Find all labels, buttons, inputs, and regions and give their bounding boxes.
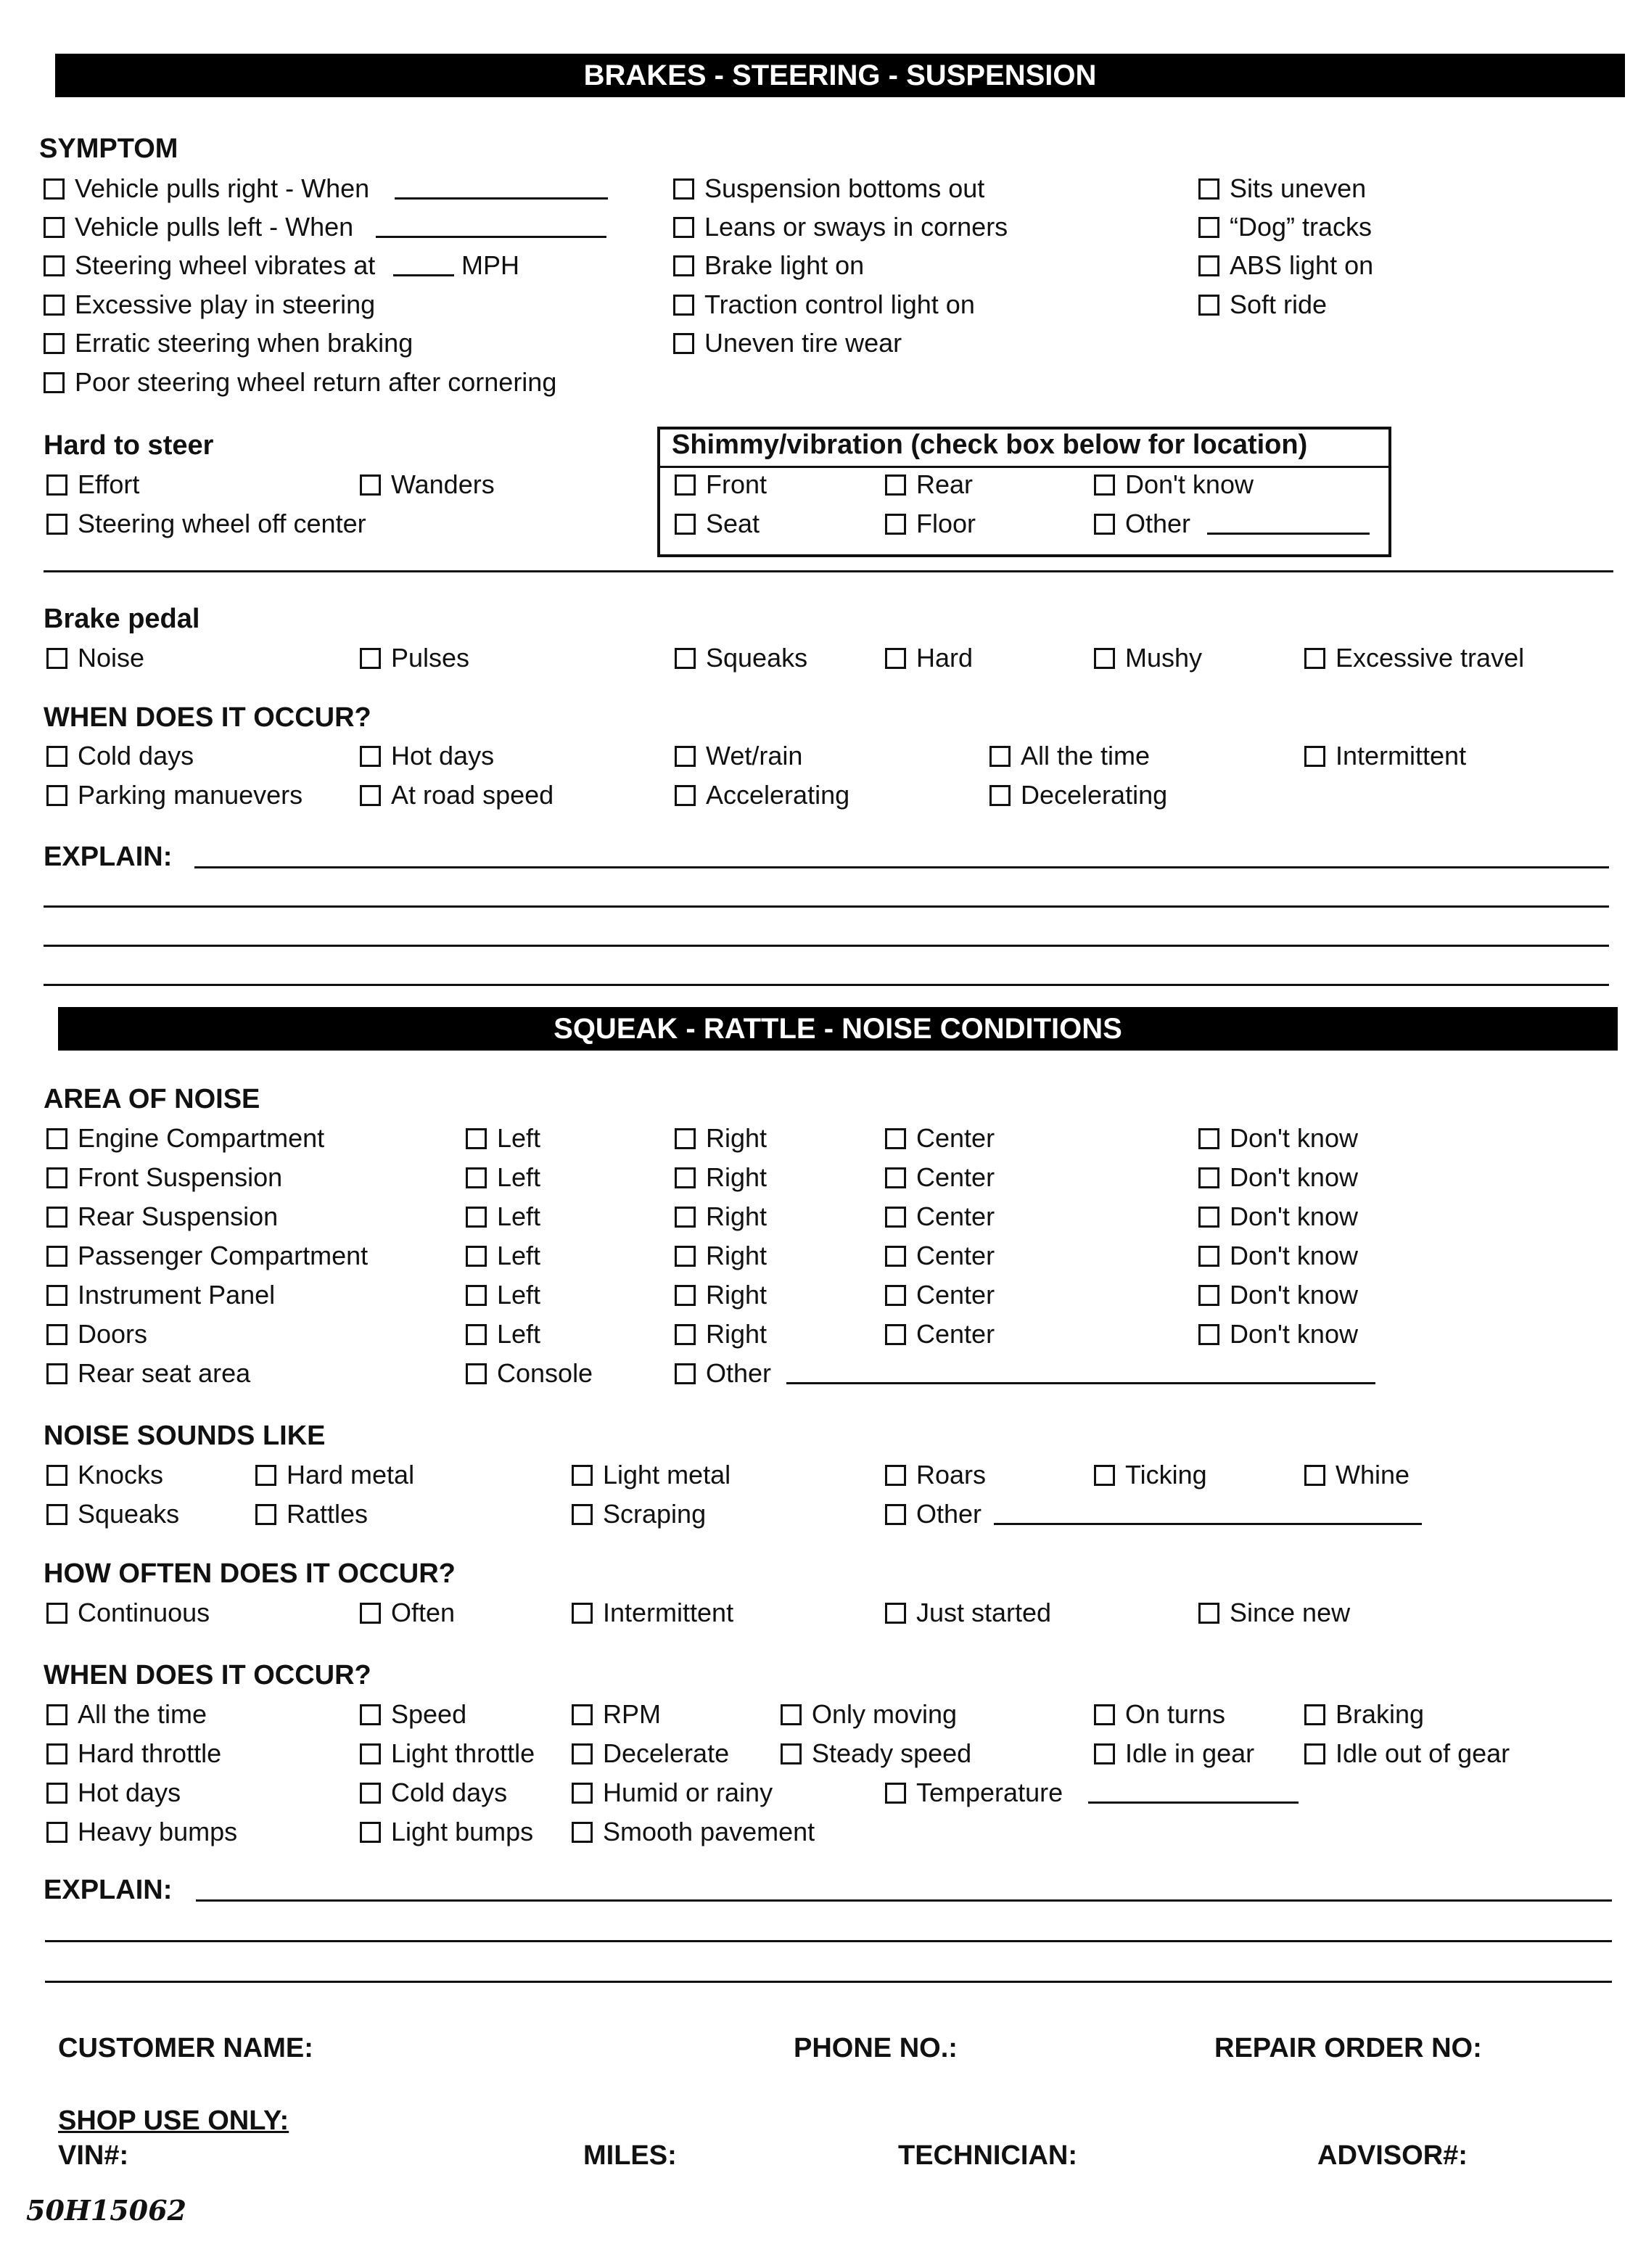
sound-light-metal[interactable]: Light metal bbox=[572, 1460, 731, 1490]
when2-hard-throttle[interactable]: Hard throttle bbox=[46, 1739, 221, 1768]
symptom-wheel-vibrates[interactable]: Steering wheel vibrates at bbox=[44, 251, 375, 280]
checkbox[interactable] bbox=[46, 1167, 67, 1188]
shimmy-floor[interactable]: Floor bbox=[885, 509, 976, 538]
sound-knocks[interactable]: Knocks bbox=[46, 1460, 163, 1490]
form-code: 50H15062 bbox=[26, 2194, 186, 2227]
area-doors-right[interactable]: Right bbox=[675, 1320, 767, 1349]
symptom-pulls-left[interactable]: Vehicle pulls left - When bbox=[44, 213, 353, 242]
area-other-line[interactable] bbox=[786, 1382, 1375, 1384]
temperature-line[interactable] bbox=[1088, 1801, 1299, 1804]
checkbox[interactable] bbox=[255, 1504, 276, 1525]
when2-idle-in-gear[interactable]: Idle in gear bbox=[1094, 1739, 1254, 1768]
pulls-left-line[interactable] bbox=[376, 236, 606, 238]
when1-road-speed[interactable]: At road speed bbox=[360, 781, 554, 810]
when2-only-moving[interactable]: Only moving bbox=[781, 1700, 957, 1729]
when1-wet-rain[interactable]: Wet/rain bbox=[675, 741, 802, 771]
mph-line[interactable] bbox=[393, 274, 454, 276]
sound-squeaks[interactable]: Squeaks bbox=[46, 1500, 179, 1529]
checkbox[interactable] bbox=[360, 1743, 381, 1764]
checkbox[interactable] bbox=[675, 1285, 696, 1306]
when2-on-turns[interactable]: On turns bbox=[1094, 1700, 1225, 1729]
when1-hot-days[interactable]: Hot days bbox=[360, 741, 494, 771]
advisor-label: ADVISOR#: bbox=[1317, 2140, 1468, 2171]
often-just-started[interactable]: Just started bbox=[885, 1598, 1051, 1627]
checkbox[interactable] bbox=[572, 1783, 593, 1804]
checkbox[interactable] bbox=[360, 648, 381, 669]
checkbox[interactable] bbox=[673, 255, 694, 276]
checkbox[interactable] bbox=[46, 1783, 67, 1804]
hard-to-steer-heading: Hard to steer bbox=[44, 430, 214, 461]
steer-wanders[interactable]: Wanders bbox=[360, 470, 495, 499]
section-banner-brakes: BRAKES - STEERING - SUSPENSION bbox=[55, 54, 1625, 97]
checkbox[interactable] bbox=[46, 1285, 67, 1306]
checkbox[interactable] bbox=[1094, 474, 1115, 496]
checkbox[interactable] bbox=[466, 1363, 487, 1384]
checkbox[interactable] bbox=[989, 785, 1011, 806]
sound-roars[interactable]: Roars bbox=[885, 1460, 986, 1490]
checkbox[interactable] bbox=[885, 648, 906, 669]
area-rear-suspension[interactable]: Rear Suspension bbox=[46, 1202, 278, 1231]
checkbox[interactable] bbox=[885, 1128, 906, 1149]
checkbox[interactable] bbox=[46, 1704, 67, 1725]
checkbox[interactable] bbox=[44, 255, 65, 276]
area-front-center[interactable]: Center bbox=[885, 1163, 995, 1192]
checkbox[interactable] bbox=[44, 178, 65, 200]
area-doors[interactable]: Doors bbox=[46, 1320, 147, 1349]
repair-order-label: REPAIR ORDER NO: bbox=[1214, 2033, 1482, 2063]
when1-parking[interactable]: Parking manuevers bbox=[46, 781, 303, 810]
when1-all-the-time[interactable]: All the time bbox=[989, 741, 1150, 771]
when2-braking[interactable]: Braking bbox=[1304, 1700, 1424, 1729]
symptom-soft-ride[interactable]: Soft ride bbox=[1198, 290, 1327, 319]
area-engine-right[interactable]: Right bbox=[675, 1124, 767, 1153]
when-heading-2: WHEN DOES IT OCCUR? bbox=[44, 1660, 371, 1690]
checkbox[interactable] bbox=[885, 1285, 906, 1306]
area-passenger-center[interactable]: Center bbox=[885, 1241, 995, 1270]
area-passenger-dont-know[interactable]: Don't know bbox=[1198, 1241, 1358, 1270]
shop-use-only-label: SHOP USE ONLY: bbox=[58, 2105, 289, 2136]
checkbox[interactable] bbox=[46, 1324, 67, 1345]
checkbox[interactable] bbox=[781, 1704, 802, 1725]
checkbox[interactable] bbox=[1198, 1603, 1219, 1624]
area-doors-center[interactable]: Center bbox=[885, 1320, 995, 1349]
checkbox[interactable] bbox=[1304, 1704, 1325, 1725]
area-engine-dont-know[interactable]: Don't know bbox=[1198, 1124, 1358, 1153]
checkbox[interactable] bbox=[885, 1603, 906, 1624]
checkbox[interactable] bbox=[360, 1603, 381, 1624]
checkbox[interactable] bbox=[572, 1743, 593, 1764]
checkbox[interactable] bbox=[885, 1465, 906, 1486]
when-heading-1: WHEN DOES IT OCCUR? bbox=[44, 702, 371, 733]
shimmy-seat[interactable]: Seat bbox=[675, 509, 760, 538]
when1-decelerating[interactable]: Decelerating bbox=[989, 781, 1167, 810]
checkbox[interactable] bbox=[675, 514, 696, 535]
pedal-hard[interactable]: Hard bbox=[885, 644, 973, 673]
checkbox[interactable] bbox=[675, 648, 696, 669]
checkbox[interactable] bbox=[673, 217, 694, 238]
checkbox[interactable] bbox=[255, 1465, 276, 1486]
sound-other[interactable]: Other bbox=[885, 1500, 982, 1529]
when2-cold-days[interactable]: Cold days bbox=[360, 1778, 507, 1807]
explain1-line-4[interactable] bbox=[44, 984, 1609, 986]
checkbox[interactable] bbox=[466, 1167, 487, 1188]
checkbox[interactable] bbox=[1094, 514, 1115, 535]
checkbox[interactable] bbox=[781, 1743, 802, 1764]
steer-effort[interactable]: Effort bbox=[46, 470, 139, 499]
when1-cold-days[interactable]: Cold days bbox=[46, 741, 194, 771]
when2-light-throttle[interactable]: Light throttle bbox=[360, 1739, 535, 1768]
explain1-line-1[interactable] bbox=[194, 866, 1609, 868]
symptom-excessive-play[interactable]: Excessive play in steering bbox=[44, 290, 375, 319]
vin-label: VIN#: bbox=[58, 2140, 129, 2171]
shimmy-front[interactable]: Front bbox=[675, 470, 767, 499]
checkbox[interactable] bbox=[572, 1603, 593, 1624]
explain2-line-1[interactable] bbox=[196, 1899, 1612, 1902]
miles-label: MILES: bbox=[583, 2140, 677, 2171]
checkbox[interactable] bbox=[1198, 217, 1219, 238]
symptom-sits-uneven[interactable]: Sits uneven bbox=[1198, 174, 1366, 203]
area-console[interactable]: Console bbox=[466, 1359, 593, 1388]
checkbox[interactable] bbox=[466, 1128, 487, 1149]
explain2-line-3[interactable] bbox=[45, 1981, 1612, 1983]
checkbox[interactable] bbox=[885, 1207, 906, 1228]
when2-humid-rainy[interactable]: Humid or rainy bbox=[572, 1778, 773, 1807]
customer-name-label: CUSTOMER NAME: bbox=[58, 2033, 313, 2063]
explain-label-2: EXPLAIN: bbox=[44, 1875, 173, 1905]
area-instrument-center[interactable]: Center bbox=[885, 1281, 995, 1310]
often-often[interactable]: Often bbox=[360, 1598, 455, 1627]
shimmy-rear[interactable]: Rear bbox=[885, 470, 973, 499]
pedal-excessive-travel[interactable]: Excessive travel bbox=[1304, 644, 1524, 673]
symptom-heading: SYMPTOM bbox=[39, 133, 178, 164]
checkbox[interactable] bbox=[360, 1704, 381, 1725]
symptom-abs-light[interactable]: ABS light on bbox=[1198, 251, 1373, 280]
area-rear-right[interactable]: Right bbox=[675, 1202, 767, 1231]
often-continuous[interactable]: Continuous bbox=[46, 1598, 210, 1627]
when2-rpm[interactable]: RPM bbox=[572, 1700, 661, 1729]
shimmy-heading: Shimmy/vibration (check box below for location) bbox=[672, 430, 1308, 460]
mph-label: MPH bbox=[461, 250, 519, 280]
checkbox[interactable] bbox=[466, 1285, 487, 1306]
pedal-noise[interactable]: Noise bbox=[46, 644, 144, 673]
when2-smooth-pavement[interactable]: Smooth pavement bbox=[572, 1817, 815, 1846]
sound-rattles[interactable]: Rattles bbox=[255, 1500, 368, 1529]
checkbox[interactable] bbox=[1198, 255, 1219, 276]
checkbox[interactable] bbox=[360, 1822, 381, 1843]
checkbox[interactable] bbox=[360, 474, 381, 496]
checkbox[interactable] bbox=[675, 1128, 696, 1149]
area-rear-left[interactable]: Left bbox=[466, 1202, 540, 1231]
checkbox[interactable] bbox=[466, 1246, 487, 1267]
shimmy-other-line[interactable] bbox=[1207, 533, 1370, 535]
sound-other-line[interactable] bbox=[994, 1523, 1422, 1525]
checkbox[interactable] bbox=[675, 1324, 696, 1345]
sound-whine[interactable]: Whine bbox=[1304, 1460, 1410, 1490]
checkbox[interactable] bbox=[46, 1603, 67, 1624]
area-front-right[interactable]: Right bbox=[675, 1163, 767, 1192]
area-doors-left[interactable]: Left bbox=[466, 1320, 540, 1349]
checkbox[interactable] bbox=[885, 514, 906, 535]
area-instrument-right[interactable]: Right bbox=[675, 1281, 767, 1310]
symptom-tire-wear[interactable]: Uneven tire wear bbox=[673, 329, 902, 358]
checkbox[interactable] bbox=[1198, 1128, 1219, 1149]
checkbox[interactable] bbox=[1198, 1285, 1219, 1306]
checkbox[interactable] bbox=[360, 785, 381, 806]
area-rear-center[interactable]: Center bbox=[885, 1202, 995, 1231]
checkbox[interactable] bbox=[675, 1167, 696, 1188]
sound-ticking[interactable]: Ticking bbox=[1094, 1460, 1207, 1490]
symptom-erratic-steering[interactable]: Erratic steering when braking bbox=[44, 329, 413, 358]
symptom-brake-light[interactable]: Brake light on bbox=[673, 251, 864, 280]
when2-idle-out-of-gear[interactable]: Idle out of gear bbox=[1304, 1739, 1510, 1768]
checkbox[interactable] bbox=[885, 1246, 906, 1267]
checkbox[interactable] bbox=[885, 1167, 906, 1188]
checkbox[interactable] bbox=[675, 1246, 696, 1267]
checkbox[interactable] bbox=[46, 785, 67, 806]
checkbox[interactable] bbox=[44, 295, 65, 316]
checkbox[interactable] bbox=[46, 1743, 67, 1764]
checkbox[interactable] bbox=[44, 217, 65, 238]
when2-heavy-bumps[interactable]: Heavy bumps bbox=[46, 1817, 237, 1846]
area-engine-center[interactable]: Center bbox=[885, 1124, 995, 1153]
when2-temperature[interactable]: Temperature bbox=[885, 1778, 1063, 1807]
how-often-heading: HOW OFTEN DOES IT OCCUR? bbox=[44, 1558, 456, 1589]
symptom-poor-return[interactable]: Poor steering wheel return after cornering bbox=[44, 368, 556, 397]
area-rear-dont-know[interactable]: Don't know bbox=[1198, 1202, 1358, 1231]
checkbox[interactable] bbox=[1304, 1465, 1325, 1486]
checkbox[interactable] bbox=[1094, 1743, 1115, 1764]
technician-label: TECHNICIAN: bbox=[898, 2140, 1077, 2171]
symptom-bottoms-out[interactable]: Suspension bottoms out bbox=[673, 174, 984, 203]
checkbox[interactable] bbox=[675, 785, 696, 806]
checkbox[interactable] bbox=[46, 474, 67, 496]
checkbox[interactable] bbox=[673, 295, 694, 316]
checkbox[interactable] bbox=[675, 746, 696, 767]
when2-all-the-time[interactable]: All the time bbox=[46, 1700, 207, 1729]
checkbox[interactable] bbox=[673, 178, 694, 200]
shimmy-dont-know[interactable]: Don't know bbox=[1094, 470, 1254, 499]
when2-hot-days[interactable]: Hot days bbox=[46, 1778, 181, 1807]
symptom-pulls-right[interactable]: Vehicle pulls right - When bbox=[44, 174, 369, 203]
checkbox[interactable] bbox=[46, 1128, 67, 1149]
checkbox[interactable] bbox=[46, 1207, 67, 1228]
area-front-dont-know[interactable]: Don't know bbox=[1198, 1163, 1358, 1192]
shimmy-divider bbox=[657, 466, 1391, 468]
checkbox[interactable] bbox=[1304, 648, 1325, 669]
checkbox[interactable] bbox=[1198, 1246, 1219, 1267]
pedal-mushy[interactable]: Mushy bbox=[1094, 644, 1202, 673]
area-instrument-panel[interactable]: Instrument Panel bbox=[46, 1281, 275, 1310]
checkbox[interactable] bbox=[46, 1363, 67, 1384]
checkbox[interactable] bbox=[44, 372, 65, 393]
checkbox[interactable] bbox=[885, 1504, 906, 1525]
area-instrument-dont-know[interactable]: Don't know bbox=[1198, 1281, 1358, 1310]
when1-intermittent[interactable]: Intermittent bbox=[1304, 741, 1466, 771]
phone-label: PHONE NO.: bbox=[794, 2033, 958, 2063]
checkbox[interactable] bbox=[360, 746, 381, 767]
area-front-suspension[interactable]: Front Suspension bbox=[46, 1163, 282, 1192]
explain1-line-2[interactable] bbox=[44, 905, 1609, 908]
when1-accelerating[interactable]: Accelerating bbox=[675, 781, 849, 810]
explain-label-1: EXPLAIN: bbox=[44, 842, 173, 872]
area-front-left[interactable]: Left bbox=[466, 1163, 540, 1192]
area-of-noise-heading: AREA OF NOISE bbox=[44, 1084, 260, 1114]
checkbox[interactable] bbox=[1094, 648, 1115, 669]
checkbox[interactable] bbox=[885, 474, 906, 496]
pedal-squeaks[interactable]: Squeaks bbox=[675, 644, 807, 673]
brake-pedal-heading: Brake pedal bbox=[44, 604, 200, 634]
often-since-new[interactable]: Since new bbox=[1198, 1598, 1350, 1627]
checkbox[interactable] bbox=[466, 1207, 487, 1228]
checkbox[interactable] bbox=[1198, 295, 1219, 316]
checkbox[interactable] bbox=[1198, 1167, 1219, 1188]
sound-hard-metal[interactable]: Hard metal bbox=[255, 1460, 414, 1490]
area-engine-left[interactable]: Left bbox=[466, 1124, 540, 1153]
checkbox[interactable] bbox=[46, 1822, 67, 1843]
checkbox[interactable] bbox=[46, 1465, 67, 1486]
area-instrument-left[interactable]: Left bbox=[466, 1281, 540, 1310]
checkbox[interactable] bbox=[1094, 1704, 1115, 1725]
area-engine[interactable]: Engine Compartment bbox=[46, 1124, 324, 1153]
explain2-line-2[interactable] bbox=[45, 1940, 1612, 1942]
checkbox[interactable] bbox=[885, 1324, 906, 1345]
checkbox[interactable] bbox=[46, 1246, 67, 1267]
sounds-like-heading: NOISE SOUNDS LIKE bbox=[44, 1421, 326, 1451]
checkbox[interactable] bbox=[466, 1324, 487, 1345]
when2-speed[interactable]: Speed bbox=[360, 1700, 466, 1729]
symptom-dog-tracks[interactable]: “Dog” tracks bbox=[1198, 213, 1372, 242]
explain1-line-3[interactable] bbox=[44, 945, 1609, 947]
section-banner-noise: SQUEAK - RATTLE - NOISE CONDITIONS bbox=[58, 1007, 1618, 1051]
checkbox[interactable] bbox=[1198, 1207, 1219, 1228]
checkbox[interactable] bbox=[885, 1783, 906, 1804]
symptom-traction-light[interactable]: Traction control light on bbox=[673, 290, 975, 319]
checkbox[interactable] bbox=[675, 1207, 696, 1228]
steer-off-center[interactable]: Steering wheel off center bbox=[46, 509, 366, 538]
checkbox[interactable] bbox=[673, 333, 694, 354]
area-rear-seat[interactable]: Rear seat area bbox=[46, 1359, 250, 1388]
when2-decelerate[interactable]: Decelerate bbox=[572, 1739, 729, 1768]
checkbox[interactable] bbox=[1094, 1465, 1115, 1486]
checkbox[interactable] bbox=[572, 1504, 593, 1525]
checkbox[interactable] bbox=[1304, 1743, 1325, 1764]
section-divider bbox=[44, 570, 1613, 572]
area-other[interactable]: Other bbox=[675, 1359, 771, 1388]
checkbox[interactable] bbox=[572, 1704, 593, 1725]
pulls-right-line[interactable] bbox=[395, 197, 608, 200]
area-passenger[interactable]: Passenger Compartment bbox=[46, 1241, 368, 1270]
sound-scraping[interactable]: Scraping bbox=[572, 1500, 706, 1529]
pedal-pulses[interactable]: Pulses bbox=[360, 644, 469, 673]
checkbox[interactable] bbox=[46, 746, 67, 767]
checkbox[interactable] bbox=[44, 333, 65, 354]
checkbox[interactable] bbox=[572, 1822, 593, 1843]
often-intermittent[interactable]: Intermittent bbox=[572, 1598, 733, 1627]
checkbox[interactable] bbox=[989, 746, 1011, 767]
symptom-leans[interactable]: Leans or sways in corners bbox=[673, 213, 1008, 242]
when2-light-bumps[interactable]: Light bumps bbox=[360, 1817, 533, 1846]
checkbox[interactable] bbox=[572, 1465, 593, 1486]
area-doors-dont-know[interactable]: Don't know bbox=[1198, 1320, 1358, 1349]
checkbox[interactable] bbox=[1198, 1324, 1219, 1345]
checkbox[interactable] bbox=[1304, 746, 1325, 767]
when2-steady-speed[interactable]: Steady speed bbox=[781, 1739, 971, 1768]
checkbox[interactable] bbox=[46, 648, 67, 669]
area-passenger-left[interactable]: Left bbox=[466, 1241, 540, 1270]
area-passenger-right[interactable]: Right bbox=[675, 1241, 767, 1270]
checkbox[interactable] bbox=[675, 1363, 696, 1384]
checkbox[interactable] bbox=[1198, 178, 1219, 200]
checkbox[interactable] bbox=[675, 474, 696, 496]
shimmy-other[interactable]: Other bbox=[1094, 509, 1190, 538]
checkbox[interactable] bbox=[360, 1783, 381, 1804]
checkbox[interactable] bbox=[46, 1504, 67, 1525]
checkbox[interactable] bbox=[46, 514, 67, 535]
